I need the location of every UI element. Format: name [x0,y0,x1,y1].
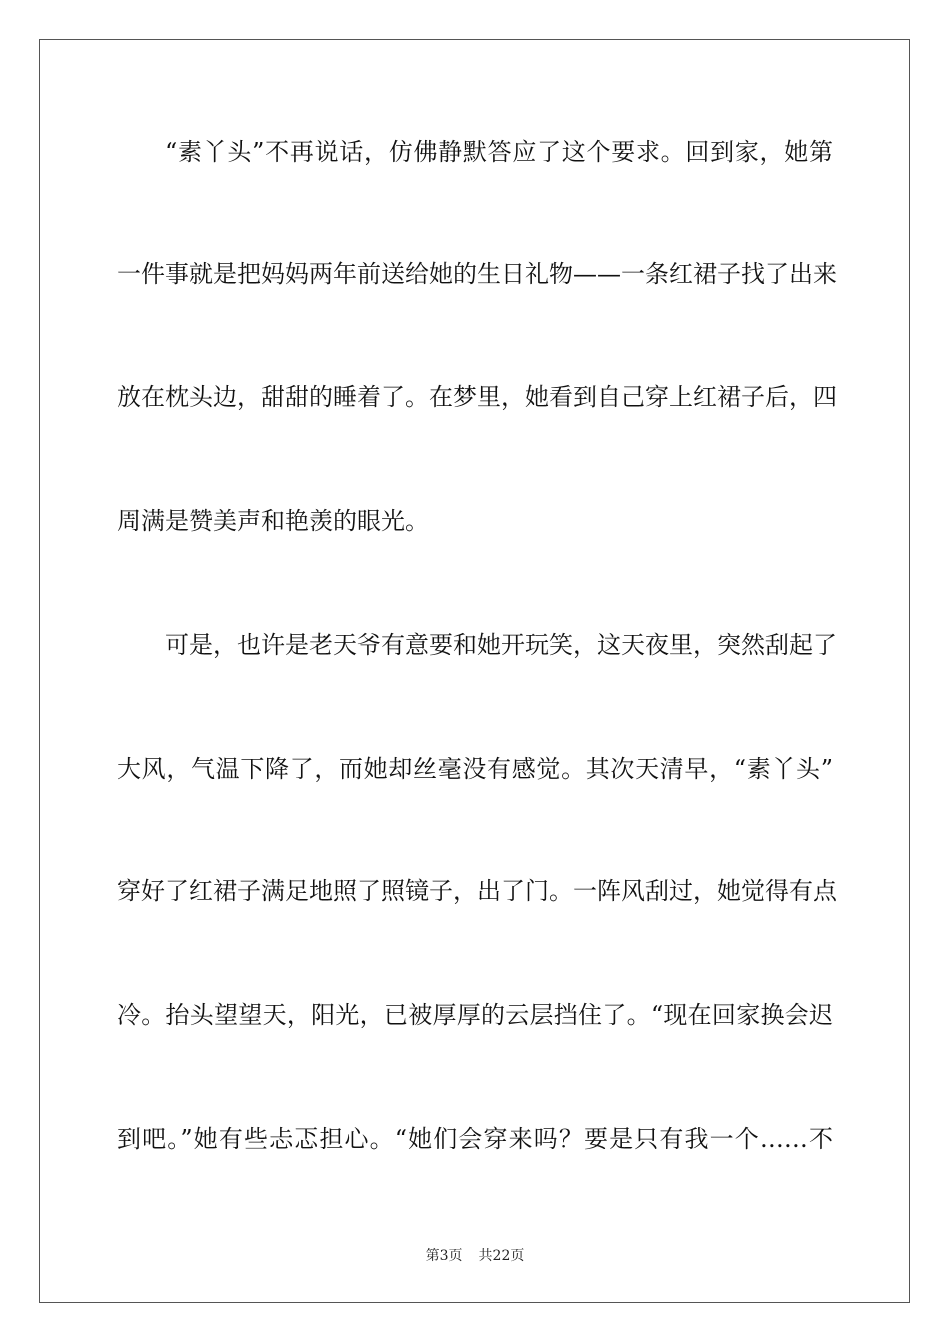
paragraph-2-line-1: 可是，也许是老天爷有意要和她开玩笑，这天夜里，突然刮起了 [165,631,837,659]
page-total: 共22页 [478,1248,525,1264]
paragraph-2-line-5: 到吧。”她有些忐忑担心。“她们会穿来吗？要是只有我一个……不 [117,1125,833,1153]
paragraph-1-line-1: “素丫头”不再说话，仿佛静默答应了这个要求。回到家，她第 [165,138,833,166]
paragraph-2-line-2: 大风，气温下降了，而她却丝毫没有感觉。其次天清早，“素丫头” [117,755,833,783]
paragraph-2-line-3: 穿好了红裙子满足地照了照镜子，出了门。一阵风刮过，她觉得有点 [117,877,837,905]
page-footer [0,1246,950,1266]
paragraph-2-line-4: 冷。抬头望望天，阳光，已被厚厚的云层挡住了。“现在回家换会迟 [117,1001,833,1029]
paragraph-1-line-4: 周满是赞美声和艳羡的眼光。 [117,507,429,535]
paragraph-1-line-2: 一件事就是把妈妈两年前送给她的生日礼物——一条红裙子找了出来 [117,260,837,288]
page-number: 第3页 [425,1248,463,1264]
page-border [39,39,910,1303]
paragraph-1-line-3: 放在枕头边，甜甜的睡着了。在梦里，她看到自己穿上红裙子后，四 [117,383,837,411]
